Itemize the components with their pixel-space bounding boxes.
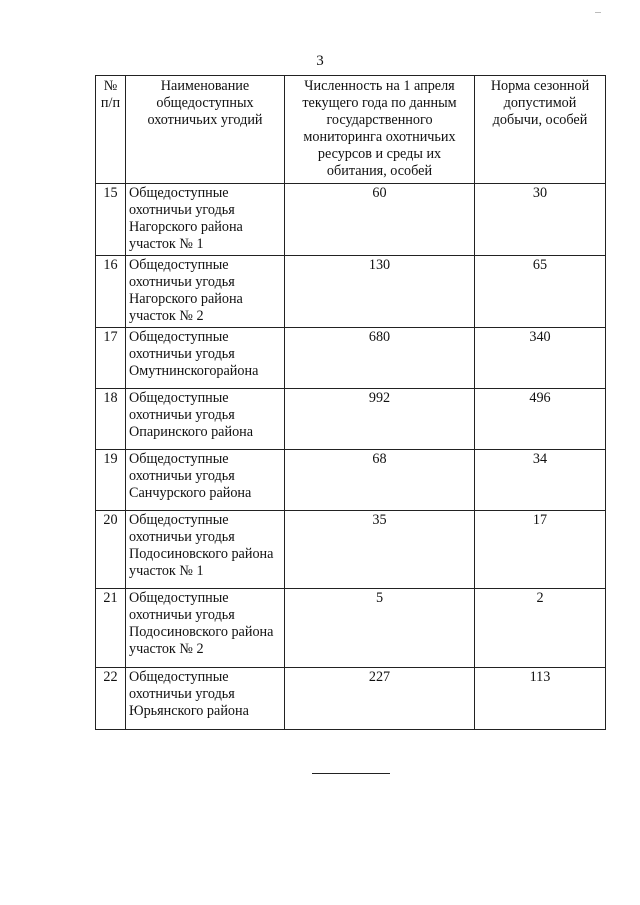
row-name: Общедоступные охотничьи угодья Санчурского района — [126, 450, 285, 511]
row-num: 15 — [96, 184, 126, 256]
scan-mark — [595, 12, 601, 13]
row-num: 21 — [96, 589, 126, 668]
table-row — [96, 328, 606, 389]
header-num: № п/п — [96, 76, 126, 184]
row-num: 19 — [96, 450, 126, 511]
row-norm: 340 — [475, 328, 606, 389]
row-name: Общедоступные охотничьи угодья Юрьянского района — [126, 668, 285, 730]
header-norm: Норма сезонной допустимой добычи, особей — [475, 76, 606, 184]
header-name: Наименование общедоступных охотничьих угодий — [126, 76, 285, 184]
row-norm: 496 — [475, 389, 606, 450]
end-of-document-rule — [312, 773, 390, 774]
table-row — [96, 450, 606, 511]
row-count: 68 — [285, 450, 475, 511]
table-row — [96, 668, 606, 730]
table-row — [96, 511, 606, 589]
row-num: 22 — [96, 668, 126, 730]
row-num: 16 — [96, 256, 126, 328]
row-num: 20 — [96, 511, 126, 589]
table-row — [96, 589, 606, 668]
row-count: 5 — [285, 589, 475, 668]
hunting-quota-table — [95, 75, 606, 730]
row-num: 18 — [96, 389, 126, 450]
row-norm: 17 — [475, 511, 606, 589]
row-count: 227 — [285, 668, 475, 730]
page-number: 3 — [316, 53, 324, 69]
row-norm: 65 — [475, 256, 606, 328]
row-norm: 2 — [475, 589, 606, 668]
row-count: 992 — [285, 389, 475, 450]
row-name: Общедоступные охотничьи угодья Опаринского района — [126, 389, 285, 450]
table-header-row — [96, 76, 606, 184]
row-count: 680 — [285, 328, 475, 389]
row-name: Общедоступные охотничьи угодья Подосиновского района участок № 2 — [126, 589, 285, 668]
row-name: Общедоступные охотничьи угодья Нагорского района участок № 1 — [126, 184, 285, 256]
table-row — [96, 184, 606, 256]
row-norm: 34 — [475, 450, 606, 511]
row-name: Общедоступные охотничьи угодья Подосиновского района участок № 1 — [126, 511, 285, 589]
row-num: 17 — [96, 328, 126, 389]
row-name: Общедоступные охотничьи угодья Нагорского района участок № 2 — [126, 256, 285, 328]
row-count: 60 — [285, 184, 475, 256]
table-row — [96, 389, 606, 450]
header-count: Численность на 1 апреля текущего года по данным государственного мониторинга охотничьих ресурсов и среды их обитания, особей — [285, 76, 475, 184]
table-row — [96, 256, 606, 328]
row-count: 35 — [285, 511, 475, 589]
row-name: Общедоступные охотничьи угодья Омутнинскогорайона — [126, 328, 285, 389]
row-count: 130 — [285, 256, 475, 328]
row-norm: 113 — [475, 668, 606, 730]
row-norm: 30 — [475, 184, 606, 256]
